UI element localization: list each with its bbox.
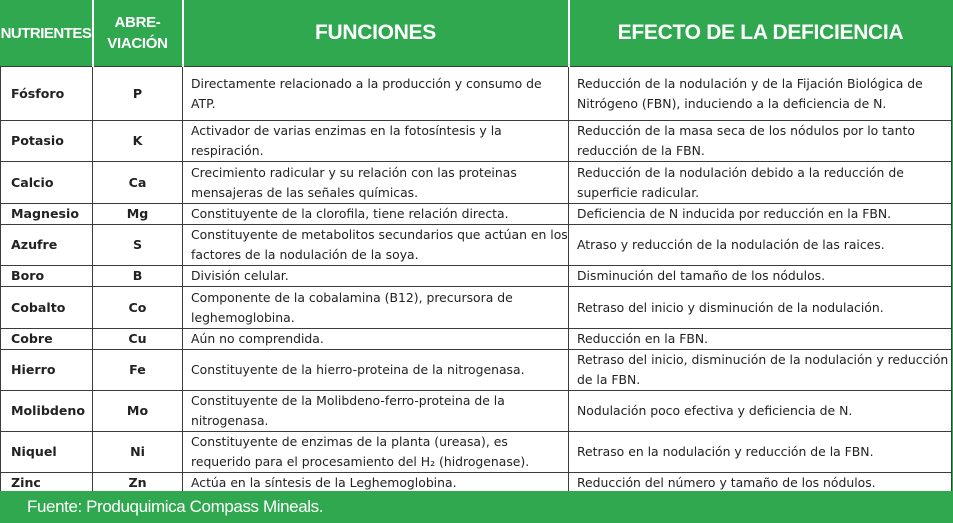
header-funciones: FUNCIONES [183,0,569,67]
deficiency-effect: Nodulación poco efectiva y deficiencia de N. [569,391,952,432]
nutrient-abbreviation: S [93,225,183,266]
header-nutrientes: NUTRIENTES [1,0,93,67]
table-row [1,329,952,350]
nutrient-name: Molibdeno [1,391,93,432]
deficiency-effect: Atraso y reducción de la nodulación de las raices. [569,225,952,266]
deficiency-effect: Reducción de la nodulación debido a la reducción de superficie radicular. [569,162,952,204]
table-row [1,391,952,432]
nutrient-abbreviation: B [93,266,183,287]
nutrient-name: Cobalto [1,287,93,329]
table-row [1,287,952,329]
deficiency-effect: Deficiencia de N inducida por reducción en la FBN. [569,204,952,225]
nutrient-name: Boro [1,266,93,287]
nutrient-name: Niquel [1,432,93,473]
nutrient-function: Activador de varias enzimas en la fotosíntesis y la respiración. [183,121,569,162]
nutrient-name: Calcio [1,162,93,204]
deficiency-effect: Retraso en la nodulación y reducción de la FBN. [569,432,952,473]
table-row [1,225,952,266]
deficiency-effect: Retraso del inicio, disminución de la nodulación y reducción de la FBN. [569,350,952,391]
header-abreviacion-line2: VIACIÓN [107,35,168,52]
nutrient-abbreviation: Ca [93,162,183,204]
nutrient-function: Directamente relacionado a la producción y consumo de ATP. [183,67,569,121]
nutrient-function: Aún no comprendida. [183,329,569,350]
nutrient-function: Actúa en la síntesis de la Leghemoglobina. [183,473,569,494]
nutrient-abbreviation: Ni [93,432,183,473]
nutrient-name: Fósforo [1,67,93,121]
nutrient-function: División celular. [183,266,569,287]
header-abreviacion-line1: ABRE- [114,14,161,31]
nutrient-function: Constituyente de metabolitos secundarios que actúan en los factores de la nodulación de la soya. [183,225,569,266]
nutrient-function: Constituyente de la hierro-proteina de la nitrogenasa. [183,350,569,391]
deficiency-effect: Reducción del número y tamaño de los nódulos. [569,473,952,494]
nutrient-name: Zinc [1,473,93,494]
nutrient-abbreviation: P [93,67,183,121]
nutrient-name: Azufre [1,225,93,266]
nutrient-name: Hierro [1,350,93,391]
table-row [1,266,952,287]
source-caption: Fuente: Produquimica Compass Mineals. [27,497,324,516]
nutrient-abbreviation: K [93,121,183,162]
table-row [1,432,952,473]
nutrient-name: Cobre [1,329,93,350]
nutrient-abbreviation: Mo [93,391,183,432]
nutrient-abbreviation: Mg [93,204,183,225]
nutrient-function: Constituyente de enzimas de la planta (ureasa), es requerido para el procesamiento del H₂ (hidrogenase). [183,432,569,473]
nutrient-abbreviation: Fe [93,350,183,391]
table-row [1,162,952,204]
nutrient-function: Constituyente de la Molibdeno-ferro-proteina de la nitrogenasa. [183,391,569,432]
nutrient-function: Crecimiento radicular y su relación con las proteinas mensajeras de las señales químicas. [183,162,569,204]
deficiency-effect: Reducción en la FBN. [569,329,952,350]
header-efecto: EFECTO DE LA DEFICIENCIA [569,0,952,67]
nutrient-abbreviation: Cu [93,329,183,350]
deficiency-effect: Disminución del tamaño de los nódulos. [569,266,952,287]
deficiency-effect: Reducción de la masa seca de los nódulos por lo tanto reducción de la FBN. [569,121,952,162]
table-row [1,121,952,162]
nutrient-abbreviation: Co [93,287,183,329]
nutrient-function: Constituyente de la clorofila, tiene relación directa. [183,204,569,225]
nutrient-function: Componente de la cobalamina (B12), precursora de leghemoglobina. [183,287,569,329]
nutrient-abbreviation: Zn [93,473,183,494]
deficiency-effect: Retraso del inicio y disminución de la nodulación. [569,287,952,329]
deficiency-effect: Reducción de la nodulación y de la Fijación Biológica de Nitrógeno (FBN), induciendo a la deficiencia de N. [569,67,952,121]
table-row [1,67,952,121]
table-row [1,204,952,225]
header-abreviacion [93,0,183,67]
nutrient-name: Potasio [1,121,93,162]
table-header-row [1,0,952,67]
table-row [1,350,952,391]
nutrient-name: Magnesio [1,204,93,225]
